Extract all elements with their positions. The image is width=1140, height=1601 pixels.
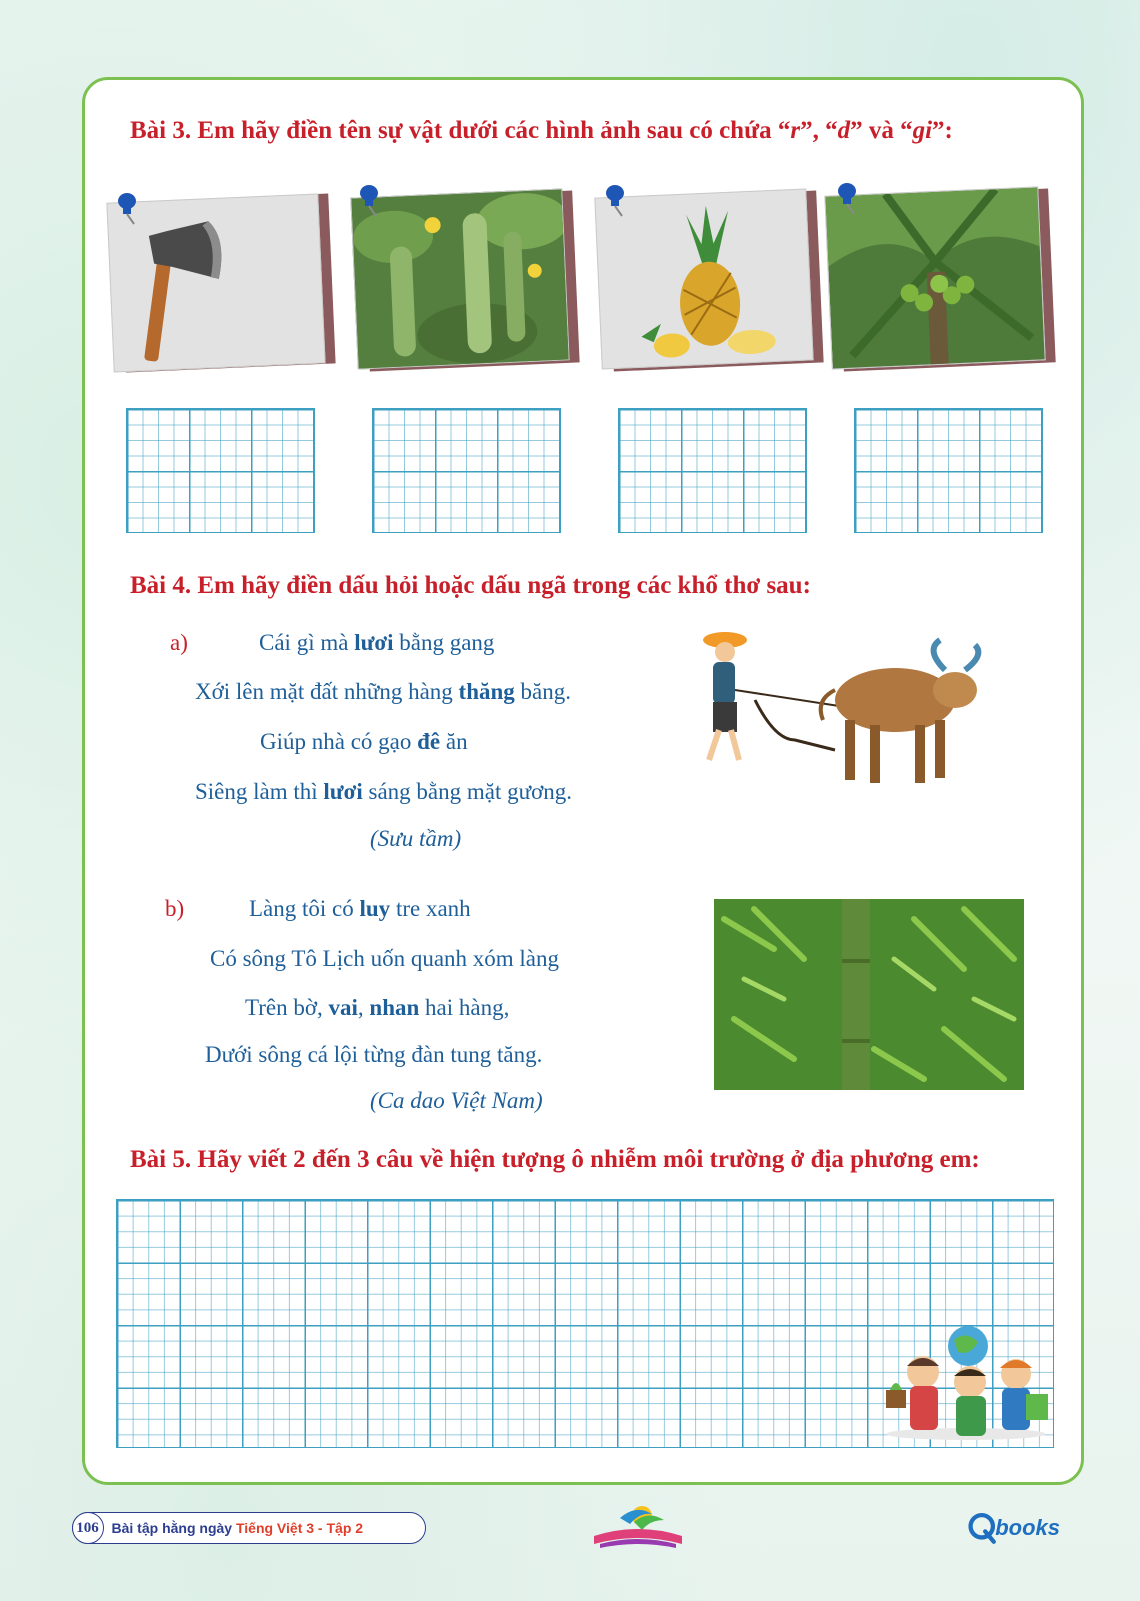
poem-b-source: (Ca dao Việt Nam) (370, 1088, 543, 1113)
book-title: Bài tập hằng ngày Tiếng Việt 3 - Tập 2 (111, 1520, 364, 1536)
poem-a-source: (Sưu tầm) (370, 826, 462, 851)
pin-icon (602, 184, 628, 218)
pin-icon (356, 184, 382, 218)
publisher-logo-icon (590, 1500, 686, 1556)
pineapple-icon (595, 189, 813, 369)
pin-icon (834, 182, 860, 216)
answer-grid[interactable] (854, 408, 1043, 533)
poem-a-line-4: Siêng làm thì lươi sáng bằng mặt gương. (195, 779, 572, 804)
poem-a-line-3: Giúp nhà có gạo đê ăn (260, 729, 468, 754)
brand-wordmark: books (995, 1515, 1060, 1540)
answer-grid[interactable] (618, 408, 807, 533)
luffa-icon (351, 189, 569, 369)
page-number: 106 (72, 1512, 104, 1544)
picture-coconut (826, 183, 1058, 375)
picture-axe (108, 190, 336, 380)
poem-b-line-4: Dưới sông cá lội từng đàn tung tăng. (205, 1042, 543, 1067)
footer-book-title (72, 1512, 426, 1544)
poem-b-line-3: Trên bờ, vai, nhan hai hàng, (245, 995, 510, 1020)
bai4-heading: Bài 4. Em hãy điền dấu hỏi hoặc dấu ngã trong các khổ thơ sau: (130, 572, 811, 599)
poem-b-line-1: Làng tôi có luy tre xanh (249, 896, 471, 921)
brand-q-icon (968, 1508, 997, 1548)
poem-a-line-2: Xới lên mặt đất những hàng thăng băng. (195, 679, 571, 704)
pin-icon (114, 192, 140, 226)
poem-b-label: b) (165, 896, 185, 921)
kids-environment-illustration (878, 1322, 1054, 1440)
poem-a-label: a) (170, 630, 188, 655)
bai3-heading: Bài 3. Em hãy điền tên sự vật dưới các hình ảnh sau có chứa “r”, “d” và “gi”: (130, 117, 953, 144)
brand-logo (968, 1506, 1060, 1550)
answer-grid[interactable] (126, 408, 315, 533)
picture-luffa (352, 185, 580, 375)
axe-icon (107, 194, 325, 372)
bamboo-photo (714, 899, 1024, 1090)
bai5-heading: Bài 5. Hãy viết 2 đến 3 câu về hiện tượng ô nhiễm môi trường ở địa phương em: (130, 1146, 980, 1173)
farmer-buffalo-illustration (695, 630, 1015, 805)
poem-b-line-2: Có sông Tô Lịch uốn quanh xóm làng (210, 946, 560, 971)
picture-pineapple (596, 185, 824, 375)
answer-grid[interactable] (372, 408, 561, 533)
poem-a-line-1: Cái gì mà lươi bằng gang (259, 630, 495, 655)
